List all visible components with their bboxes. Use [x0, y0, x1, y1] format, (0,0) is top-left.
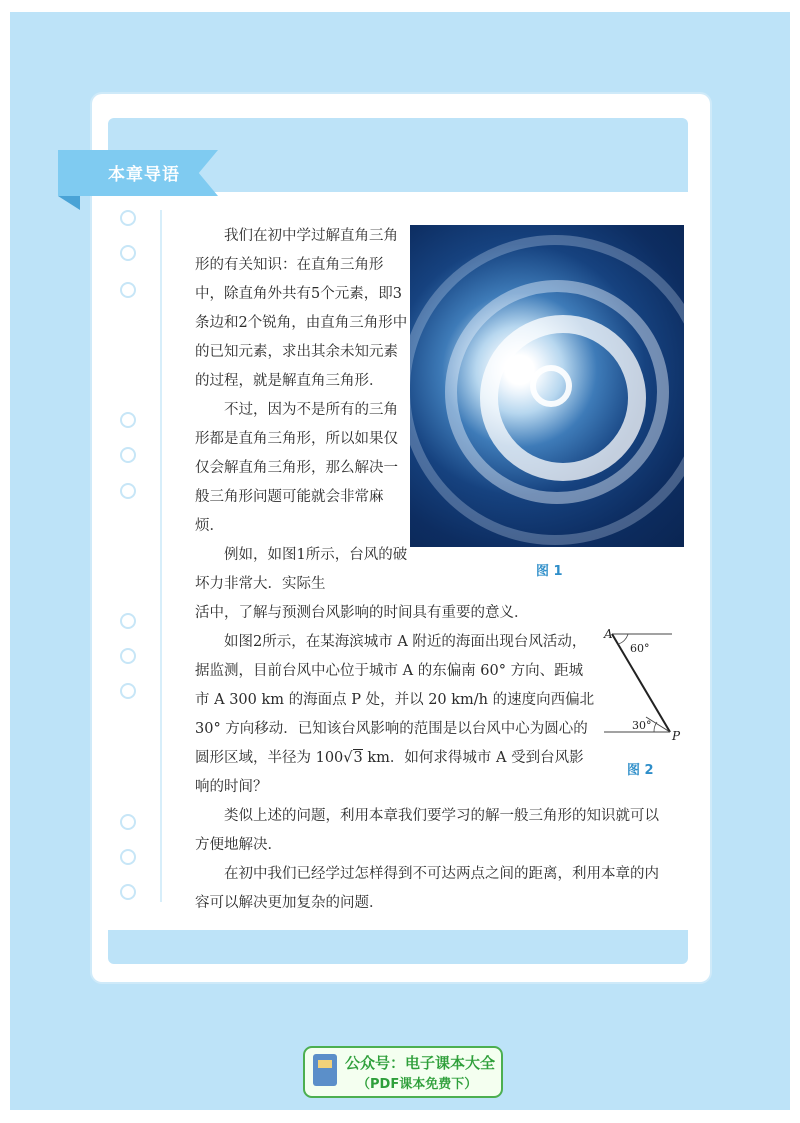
paragraph-4a: 如图2所示，在某海滨城市 A 附近的海面出现台风活动，据监测，目前台风中心位于城市 A 的东偏南 60° 方向、距城市 A 300 km 的海面点 P 处，并以 20 km/h 的速度向西偏北 30° 方向移动．已知该台风影响的范围是以台风中心为圆心的圆形区域，半径为 100	[195, 634, 595, 766]
angle-label-30: 30°	[632, 719, 652, 732]
binder-hole	[120, 683, 136, 699]
binder-hole	[120, 483, 136, 499]
binder-hole	[120, 412, 136, 428]
angle-label-60: 60°	[630, 642, 650, 655]
card-bottom-band	[108, 930, 688, 964]
paragraph-1: 我们在初中学过解直角三角形的有关知识：在直角三角形中，除直角外共有5个元素，即3条边和2个锐角，由直角三角形中的已知元素，求出其余未知元素的过程，就是解直角三角形．	[195, 228, 408, 389]
binder-hole	[120, 210, 136, 226]
paragraph-3b: 活中，了解与预测台风影响的时间具有重要的意义．	[195, 605, 529, 621]
section-title: 本章导语	[108, 165, 180, 185]
binder-hole	[120, 648, 136, 664]
binder-hole	[120, 884, 136, 900]
sqrt-value: 3	[353, 750, 363, 766]
book-icon	[313, 1054, 337, 1086]
paragraph-4b: km．如何求得城市 A 受到台风影响的时间？	[195, 750, 584, 795]
label-a: A	[604, 627, 613, 641]
paragraph-6: 在初中我们已经学过怎样得到不可达两点之间的距离，利用本章的内容可以解决更加复杂的问题．	[195, 866, 659, 911]
binder-hole	[120, 245, 136, 261]
watermark-line1: 公众号：电子课本大全	[345, 1054, 496, 1072]
watermark-badge	[303, 1046, 503, 1098]
paragraph-4: 如图2所示，在某海滨城市 A 附近的海面出现台风活动，据监测，目前台风中心位于城市 A 的东偏南 60° 方向、距城市 A 300 km 的海面点 P 处，并以 20 km/h 的速度向西偏北 30° 方向移动．已知该台风影响的范围是以台风中心为圆心的圆形区域，半径为 100√3 km．如何求得城市 A 受到台风影响的时间？	[195, 634, 595, 795]
figure2-diagram	[598, 622, 690, 747]
binder-hole	[120, 613, 136, 629]
paragraph-2: 不过，因为不是所有的三角形都是直角三角形，所以如果仅仅会解直角三角形，那么解决一般三角形问题可能就会非常麻烦．	[195, 402, 398, 534]
angle-arc-60	[618, 634, 628, 644]
binder-hole	[120, 447, 136, 463]
label-p: P	[672, 729, 681, 743]
paragraph-3a: 例如，如图1所示，台风的破坏力非常大．实际生	[195, 547, 408, 592]
binder-hole	[120, 849, 136, 865]
figure2-caption: 图 2	[627, 763, 654, 778]
binder-hole	[120, 282, 136, 298]
binder-hole	[120, 814, 136, 830]
figure1-caption: 图 1	[536, 564, 563, 579]
watermark-line2: （PDF课本免费下）	[357, 1077, 478, 1092]
margin-rule	[160, 210, 162, 902]
paragraph-5: 类似上述的问题，利用本章我们要学习的解一般三角形的知识就可以方便地解决．	[195, 808, 659, 853]
body-text	[195, 222, 659, 918]
